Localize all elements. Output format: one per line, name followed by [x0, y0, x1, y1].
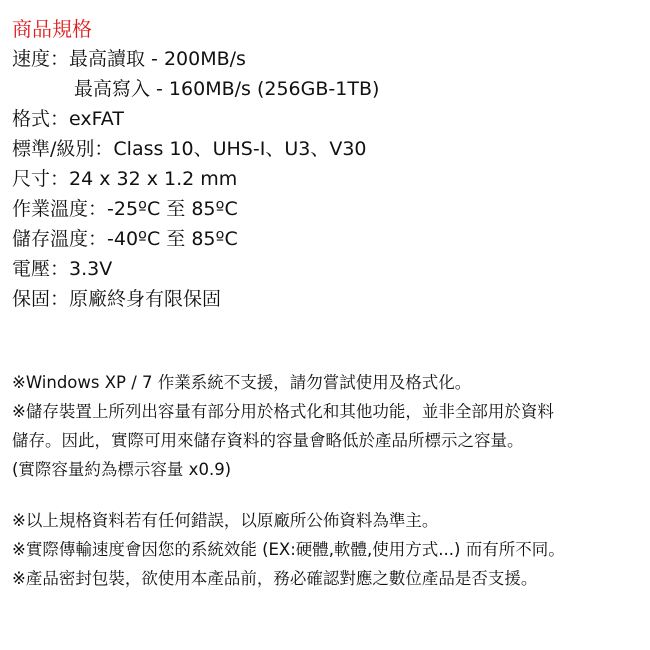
- spec-value-warranty: 原廠終身有限保固: [69, 288, 222, 310]
- spec-row-storage-temp: [12, 224, 642, 254]
- spec-row-write-speed: [12, 74, 642, 104]
- spec-label-storage-temp: 儲存溫度：: [12, 228, 108, 250]
- spec-row-speed: [12, 44, 642, 74]
- spec-row-warranty: [12, 284, 642, 314]
- spec-row-operating-temp: [12, 194, 642, 224]
- spec-label-operating-temp: 作業溫度：: [12, 198, 108, 220]
- spec-title: 商品規格: [12, 17, 92, 41]
- spec-label-standard: 標準/級別：: [12, 138, 114, 160]
- note-capacity-line-2: 儲存。因此，實際可用來儲存資料的容量會略低於產品所標示之容量。: [12, 431, 524, 450]
- note-transfer-speed: ※實際傳輸速度會因您的系統效能 (EX:硬體,軟體,使用方式...) 而有所不同。: [12, 540, 565, 559]
- spec-row-voltage: [12, 254, 642, 284]
- notes-group-capacity: [12, 368, 642, 484]
- spec-value-format: exFAT: [69, 108, 124, 130]
- note-spec-errors: ※以上規格資料若有任何錯誤，以原廠所公佈資料為準主。: [12, 511, 439, 530]
- spec-value-standard: Class 10、UHS-I、U3、V30: [113, 138, 367, 160]
- spec-row-format: [12, 104, 642, 134]
- spec-label-voltage: 電壓：: [12, 258, 70, 280]
- spec-label-speed: 速度：: [12, 48, 70, 70]
- spec-value-size: 24 x 32 x 1.2 mm: [69, 168, 238, 190]
- spec-row-size: [12, 164, 642, 194]
- spec-value-operating-temp: -25ºC 至 85ºC: [107, 198, 238, 220]
- notes-group-disclaimer: [12, 506, 642, 593]
- spec-label-warranty: 保固：: [12, 288, 70, 310]
- spec-value-read-speed: 最高讀取 - 200MB/s: [69, 48, 246, 70]
- note-os-support: ※Windows XP / 7 作業系統不支援，請勿嘗試使用及格式化。: [12, 373, 472, 392]
- spec-label-size: 尺寸：: [12, 168, 70, 190]
- product-spec-document: [12, 14, 642, 593]
- spec-value-write-speed: 最高寫入 - 160MB/s (256GB-1TB): [74, 78, 380, 100]
- spec-value-storage-temp: -40ºC 至 85ºC: [107, 228, 238, 250]
- spec-value-voltage: 3.3V: [69, 258, 113, 280]
- spec-label-format: 格式：: [12, 108, 70, 130]
- note-capacity-line-1: ※儲存裝置上所列出容量有部分用於格式化和其他功能，並非全部用於資料: [12, 402, 554, 421]
- spec-row-standard: [12, 134, 642, 164]
- note-capacity-ratio: (實際容量約為標示容量 x0.9): [12, 460, 232, 479]
- note-sealed-package: ※產品密封包裝，欲使用本產品前，務必確認對應之數位產品是否支援。: [12, 569, 538, 588]
